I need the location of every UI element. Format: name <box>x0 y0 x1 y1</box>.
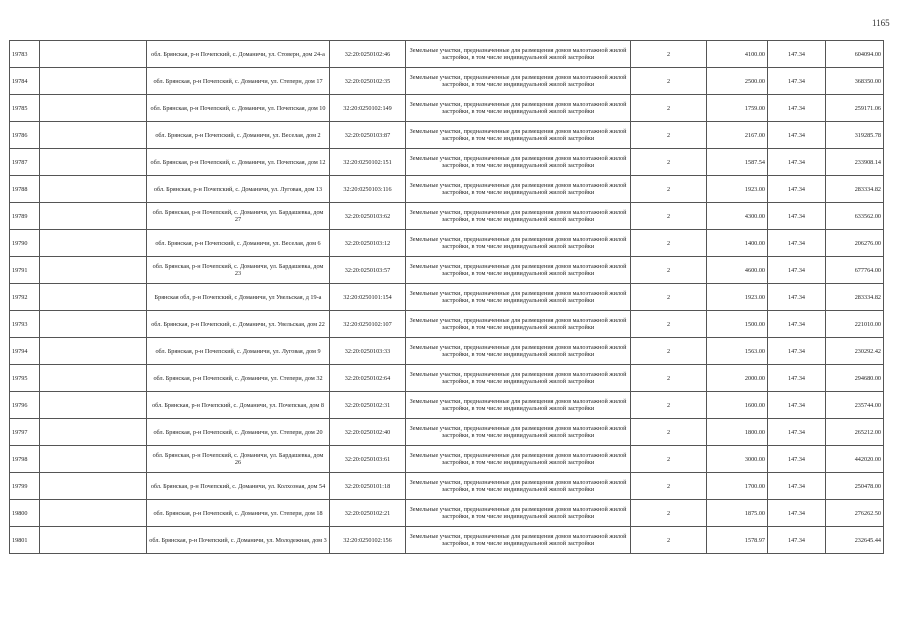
record-id: 19783 <box>10 41 40 68</box>
address-cell: обл. Брянская, р-н Почепский, с. Доманичи, ул. Увельская, дом 22 <box>147 311 330 338</box>
blank-cell <box>40 95 147 122</box>
cadastral-number-cell: 32:20:0250101:18 <box>330 473 406 500</box>
table-row <box>10 203 884 230</box>
land-use-cell: Земельные участки, предназначенные для размещения домов малоэтажной жилой застройки, в том числе индивидуальной жилой застройки <box>406 176 631 203</box>
address-cell: обл. Брянская, р-н Почепский, с. Доманичи, ул. Почепская, дом 10 <box>147 95 330 122</box>
category-cell: 2 <box>631 419 707 446</box>
cadastral-number-cell: 32:20:0250102:40 <box>330 419 406 446</box>
land-use-cell: Земельные участки, предназначенные для размещения домов малоэтажной жилой застройки, в том числе индивидуальной жилой застройки <box>406 311 631 338</box>
area-cell: 4300.00 <box>707 203 768 230</box>
cadastral-number-cell: 32:20:0250102:35 <box>330 68 406 95</box>
cadastral-number-cell: 32:20:0250103:116 <box>330 176 406 203</box>
category-cell: 2 <box>631 122 707 149</box>
cadastral-value-cell: 283334.82 <box>826 284 884 311</box>
page-number: 1165 <box>872 18 890 28</box>
rate-cell: 147.34 <box>768 419 826 446</box>
address-cell: обл. Брянская, р-н Почепский, с. Доманичи, ул. Веселая, дом 2 <box>147 122 330 149</box>
address-cell: обл. Брянская, р-н Почепский, с. Доманичи, ул. Бардашевка, дом 27 <box>147 203 330 230</box>
cadastral-number-cell: 32:20:0250103:12 <box>330 230 406 257</box>
cadastral-number-cell: 32:20:0250101:154 <box>330 284 406 311</box>
cadastral-number-cell: 32:20:0250102:107 <box>330 311 406 338</box>
land-use-cell: Земельные участки, предназначенные для размещения домов малоэтажной жилой застройки, в том числе индивидуальной жилой застройки <box>406 419 631 446</box>
category-cell: 2 <box>631 41 707 68</box>
area-cell: 1923.00 <box>707 176 768 203</box>
land-use-cell: Земельные участки, предназначенные для размещения домов малоэтажной жилой застройки, в том числе индивидуальной жилой застройки <box>406 203 631 230</box>
rate-cell: 147.34 <box>768 176 826 203</box>
address-cell: обл. Брянская, р-н Почепский, с. Доманичи, ул. Степери, дом 32 <box>147 365 330 392</box>
area-cell: 1400.00 <box>707 230 768 257</box>
rate-cell: 147.34 <box>768 203 826 230</box>
address-cell: обл. Брянская, р-н Почепский, с. Доманичи, ул. Бардашевка, дом 23 <box>147 257 330 284</box>
record-id: 19788 <box>10 176 40 203</box>
area-cell: 2000.00 <box>707 365 768 392</box>
table-row <box>10 95 884 122</box>
cadastral-number-cell: 32:20:0250103:61 <box>330 446 406 473</box>
area-cell: 1600.00 <box>707 392 768 419</box>
cadastral-number-cell: 32:20:0250102:156 <box>330 527 406 554</box>
area-cell: 4600.00 <box>707 257 768 284</box>
rate-cell: 147.34 <box>768 500 826 527</box>
table-row <box>10 446 884 473</box>
land-use-cell: Земельные участки, предназначенные для размещения домов малоэтажной жилой застройки, в том числе индивидуальной жилой застройки <box>406 257 631 284</box>
cadastral-value-cell: 232645.44 <box>826 527 884 554</box>
category-cell: 2 <box>631 392 707 419</box>
record-id: 19795 <box>10 365 40 392</box>
category-cell: 2 <box>631 527 707 554</box>
area-cell: 1587.54 <box>707 149 768 176</box>
area-cell: 2500.00 <box>707 68 768 95</box>
address-cell: обл. Брянская, р-н Почепский, с. Доманичи, ул. Степери, дом 20 <box>147 419 330 446</box>
cadastral-number-cell: 32:20:0250103:87 <box>330 122 406 149</box>
table-row <box>10 419 884 446</box>
address-cell: Брянская обл, р-н Почепский, с Доманичи, ул Увельская, д 19-а <box>147 284 330 311</box>
rate-cell: 147.34 <box>768 284 826 311</box>
address-cell: обл. Брянская, р-н Почепский, с. Доманичи, ул. Луговая, дом 13 <box>147 176 330 203</box>
blank-cell <box>40 149 147 176</box>
land-use-cell: Земельные участки, предназначенные для размещения домов малоэтажной жилой застройки, в том числе индивидуальной жилой застройки <box>406 68 631 95</box>
rate-cell: 147.34 <box>768 392 826 419</box>
table-row <box>10 41 884 68</box>
rate-cell: 147.34 <box>768 95 826 122</box>
cadastral-value-cell: 230292.42 <box>826 338 884 365</box>
rate-cell: 147.34 <box>768 446 826 473</box>
table-row <box>10 311 884 338</box>
cadastral-number-cell: 32:20:0250103:57 <box>330 257 406 284</box>
cadastral-value-cell: 294680.00 <box>826 365 884 392</box>
area-cell: 1578.97 <box>707 527 768 554</box>
table-row <box>10 230 884 257</box>
record-id: 19800 <box>10 500 40 527</box>
record-id: 19786 <box>10 122 40 149</box>
cadastral-value-cell: 265212.00 <box>826 419 884 446</box>
land-use-cell: Земельные участки, предназначенные для размещения домов малоэтажной жилой застройки, в том числе индивидуальной жилой застройки <box>406 230 631 257</box>
address-cell: обл. Брянская, р-н Почепский, с. Доманичи, ул. Молодежная, дом 3 <box>147 527 330 554</box>
area-cell: 1500.00 <box>707 311 768 338</box>
area-cell: 1700.00 <box>707 473 768 500</box>
record-id: 19793 <box>10 311 40 338</box>
land-use-cell: Земельные участки, предназначенные для размещения домов малоэтажной жилой застройки, в том числе индивидуальной жилой застройки <box>406 149 631 176</box>
address-cell: обл. Брянская, р-н Почепский, с. Доманичи, ул. Почепская, дом 12 <box>147 149 330 176</box>
category-cell: 2 <box>631 149 707 176</box>
cadastral-number-cell: 32:20:0250102:21 <box>330 500 406 527</box>
rate-cell: 147.34 <box>768 311 826 338</box>
category-cell: 2 <box>631 311 707 338</box>
blank-cell <box>40 392 147 419</box>
cadastral-value-cell: 259171.06 <box>826 95 884 122</box>
cadastral-value-cell: 276262.50 <box>826 500 884 527</box>
table-row <box>10 257 884 284</box>
address-cell: обл. Брянская, р-н Почепский, с. Доманичи, ул. Степерн, дом 17 <box>147 68 330 95</box>
address-cell: обл. Брянская, р-н Почепский, с. Доманичи, ул. Колхозная, дом 54 <box>147 473 330 500</box>
record-id: 19790 <box>10 230 40 257</box>
rate-cell: 147.34 <box>768 41 826 68</box>
blank-cell <box>40 500 147 527</box>
table-row <box>10 284 884 311</box>
area-cell: 3000.00 <box>707 446 768 473</box>
blank-cell <box>40 473 147 500</box>
land-use-cell: Земельные участки, предназначенные для размещения домов малоэтажной жилой застройки, в том числе индивидуальной жилой застройки <box>406 527 631 554</box>
record-id: 19798 <box>10 446 40 473</box>
cadastral-number-cell: 32:20:0250103:33 <box>330 338 406 365</box>
table-row <box>10 527 884 554</box>
blank-cell <box>40 419 147 446</box>
category-cell: 2 <box>631 338 707 365</box>
record-id: 19787 <box>10 149 40 176</box>
table-row <box>10 149 884 176</box>
category-cell: 2 <box>631 203 707 230</box>
blank-cell <box>40 338 147 365</box>
blank-cell <box>40 365 147 392</box>
category-cell: 2 <box>631 230 707 257</box>
cadastral-value-cell: 368350.00 <box>826 68 884 95</box>
cadastral-value-cell: 442020.00 <box>826 446 884 473</box>
table-row <box>10 176 884 203</box>
record-id: 19799 <box>10 473 40 500</box>
blank-cell <box>40 284 147 311</box>
blank-cell <box>40 203 147 230</box>
area-cell: 2167.00 <box>707 122 768 149</box>
address-cell: обл. Брянская, р-н Почепский, с. Доманичи, ул. Стоверн, дом 24-а <box>147 41 330 68</box>
cadastral-value-cell: 233908.14 <box>826 149 884 176</box>
table-row <box>10 500 884 527</box>
category-cell: 2 <box>631 365 707 392</box>
land-use-cell: Земельные участки, предназначенные для размещения домов малоэтажной жилой застройки, в том числе индивидуальной жилой застройки <box>406 284 631 311</box>
land-use-cell: Земельные участки, предназначенные для размещения домов малоэтажной жилой застройки, в том числе индивидуальной жилой застройки <box>406 446 631 473</box>
cadastral-value-cell: 604094.00 <box>826 41 884 68</box>
record-id: 19796 <box>10 392 40 419</box>
blank-cell <box>40 446 147 473</box>
area-cell: 1923.00 <box>707 284 768 311</box>
category-cell: 2 <box>631 68 707 95</box>
blank-cell <box>40 230 147 257</box>
land-use-cell: Земельные участки, предназначенные для размещения домов малоэтажной жилой застройки, в том числе индивидуальной жилой застройки <box>406 41 631 68</box>
cadastral-value-cell: 319285.78 <box>826 122 884 149</box>
record-id: 19789 <box>10 203 40 230</box>
area-cell: 4100.00 <box>707 41 768 68</box>
blank-cell <box>40 257 147 284</box>
record-id: 19794 <box>10 338 40 365</box>
record-id: 19797 <box>10 419 40 446</box>
table-body <box>10 41 884 554</box>
blank-cell <box>40 41 147 68</box>
cadastral-value-cell: 221010.00 <box>826 311 884 338</box>
cadastral-value-cell: 677764.00 <box>826 257 884 284</box>
land-use-cell: Земельные участки, предназначенные для размещения домов малоэтажной жилой застройки, в том числе индивидуальной жилой застройки <box>406 95 631 122</box>
land-use-cell: Земельные участки, предназначенные для размещения домов малоэтажной жилой застройки, в том числе индивидуальной жилой застройки <box>406 392 631 419</box>
category-cell: 2 <box>631 257 707 284</box>
record-id: 19801 <box>10 527 40 554</box>
record-id: 19792 <box>10 284 40 311</box>
cadastral-value-cell: 283334.82 <box>826 176 884 203</box>
table-row <box>10 365 884 392</box>
address-cell: обл. Брянская, р-н Почепский, с. Доманичи, ул. Веселая, дом 6 <box>147 230 330 257</box>
cadastral-value-cell: 235744.00 <box>826 392 884 419</box>
category-cell: 2 <box>631 500 707 527</box>
blank-cell <box>40 527 147 554</box>
table-row <box>10 473 884 500</box>
record-id: 19791 <box>10 257 40 284</box>
cadastral-value-cell: 633562.00 <box>826 203 884 230</box>
category-cell: 2 <box>631 446 707 473</box>
rate-cell: 147.34 <box>768 338 826 365</box>
area-cell: 1800.00 <box>707 419 768 446</box>
cadastral-number-cell: 32:20:0250102:31 <box>330 392 406 419</box>
table-row <box>10 392 884 419</box>
area-cell: 1563.00 <box>707 338 768 365</box>
land-use-cell: Земельные участки, предназначенные для размещения домов малоэтажной жилой застройки, в том числе индивидуальной жилой застройки <box>406 500 631 527</box>
cadastral-number-cell: 32:20:0250102:149 <box>330 95 406 122</box>
table-row <box>10 122 884 149</box>
cadastral-value-cell: 206276.00 <box>826 230 884 257</box>
record-id: 19784 <box>10 68 40 95</box>
rate-cell: 147.34 <box>768 257 826 284</box>
rate-cell: 147.34 <box>768 149 826 176</box>
category-cell: 2 <box>631 95 707 122</box>
land-use-cell: Земельные участки, предназначенные для размещения домов малоэтажной жилой застройки, в том числе индивидуальной жилой застройки <box>406 122 631 149</box>
area-cell: 1875.00 <box>707 500 768 527</box>
category-cell: 2 <box>631 284 707 311</box>
cadastral-number-cell: 32:20:0250102:151 <box>330 149 406 176</box>
blank-cell <box>40 311 147 338</box>
land-use-cell: Земельные участки, предназначенные для размещения домов малоэтажной жилой застройки, в том числе индивидуальной жилой застройки <box>406 338 631 365</box>
cadastral-number-cell: 32:20:0250102:46 <box>330 41 406 68</box>
blank-cell <box>40 122 147 149</box>
address-cell: обл. Брянская, р-н Почепский, с. Доманичи, ул. Луговая, дом 9 <box>147 338 330 365</box>
rate-cell: 147.34 <box>768 230 826 257</box>
address-cell: обл. Брянская, р-н Почепский, с. Доманичи, ул. Бардашевка, дом 26 <box>147 446 330 473</box>
address-cell: обл. Брянская, р-н Почепский, с. Доманичи, ул. Почепская, дом 8 <box>147 392 330 419</box>
category-cell: 2 <box>631 473 707 500</box>
address-cell: обл. Брянская, р-н Почепский, с. Доманичи, ул. Степери, дом 18 <box>147 500 330 527</box>
rate-cell: 147.34 <box>768 122 826 149</box>
rate-cell: 147.34 <box>768 473 826 500</box>
cadastral-value-table <box>9 40 884 554</box>
land-use-cell: Земельные участки, предназначенные для размещения домов малоэтажной жилой застройки, в том числе индивидуальной жилой застройки <box>406 473 631 500</box>
rate-cell: 147.34 <box>768 365 826 392</box>
blank-cell <box>40 68 147 95</box>
land-use-cell: Земельные участки, предназначенные для размещения домов малоэтажной жилой застройки, в том числе индивидуальной жилой застройки <box>406 365 631 392</box>
table-row <box>10 338 884 365</box>
cadastral-number-cell: 32:20:0250103:62 <box>330 203 406 230</box>
cadastral-number-cell: 32:20:0250102:64 <box>330 365 406 392</box>
area-cell: 1759.00 <box>707 95 768 122</box>
table-row <box>10 68 884 95</box>
record-id: 19785 <box>10 95 40 122</box>
category-cell: 2 <box>631 176 707 203</box>
blank-cell <box>40 176 147 203</box>
cadastral-value-cell: 250478.00 <box>826 473 884 500</box>
rate-cell: 147.34 <box>768 68 826 95</box>
rate-cell: 147.34 <box>768 527 826 554</box>
